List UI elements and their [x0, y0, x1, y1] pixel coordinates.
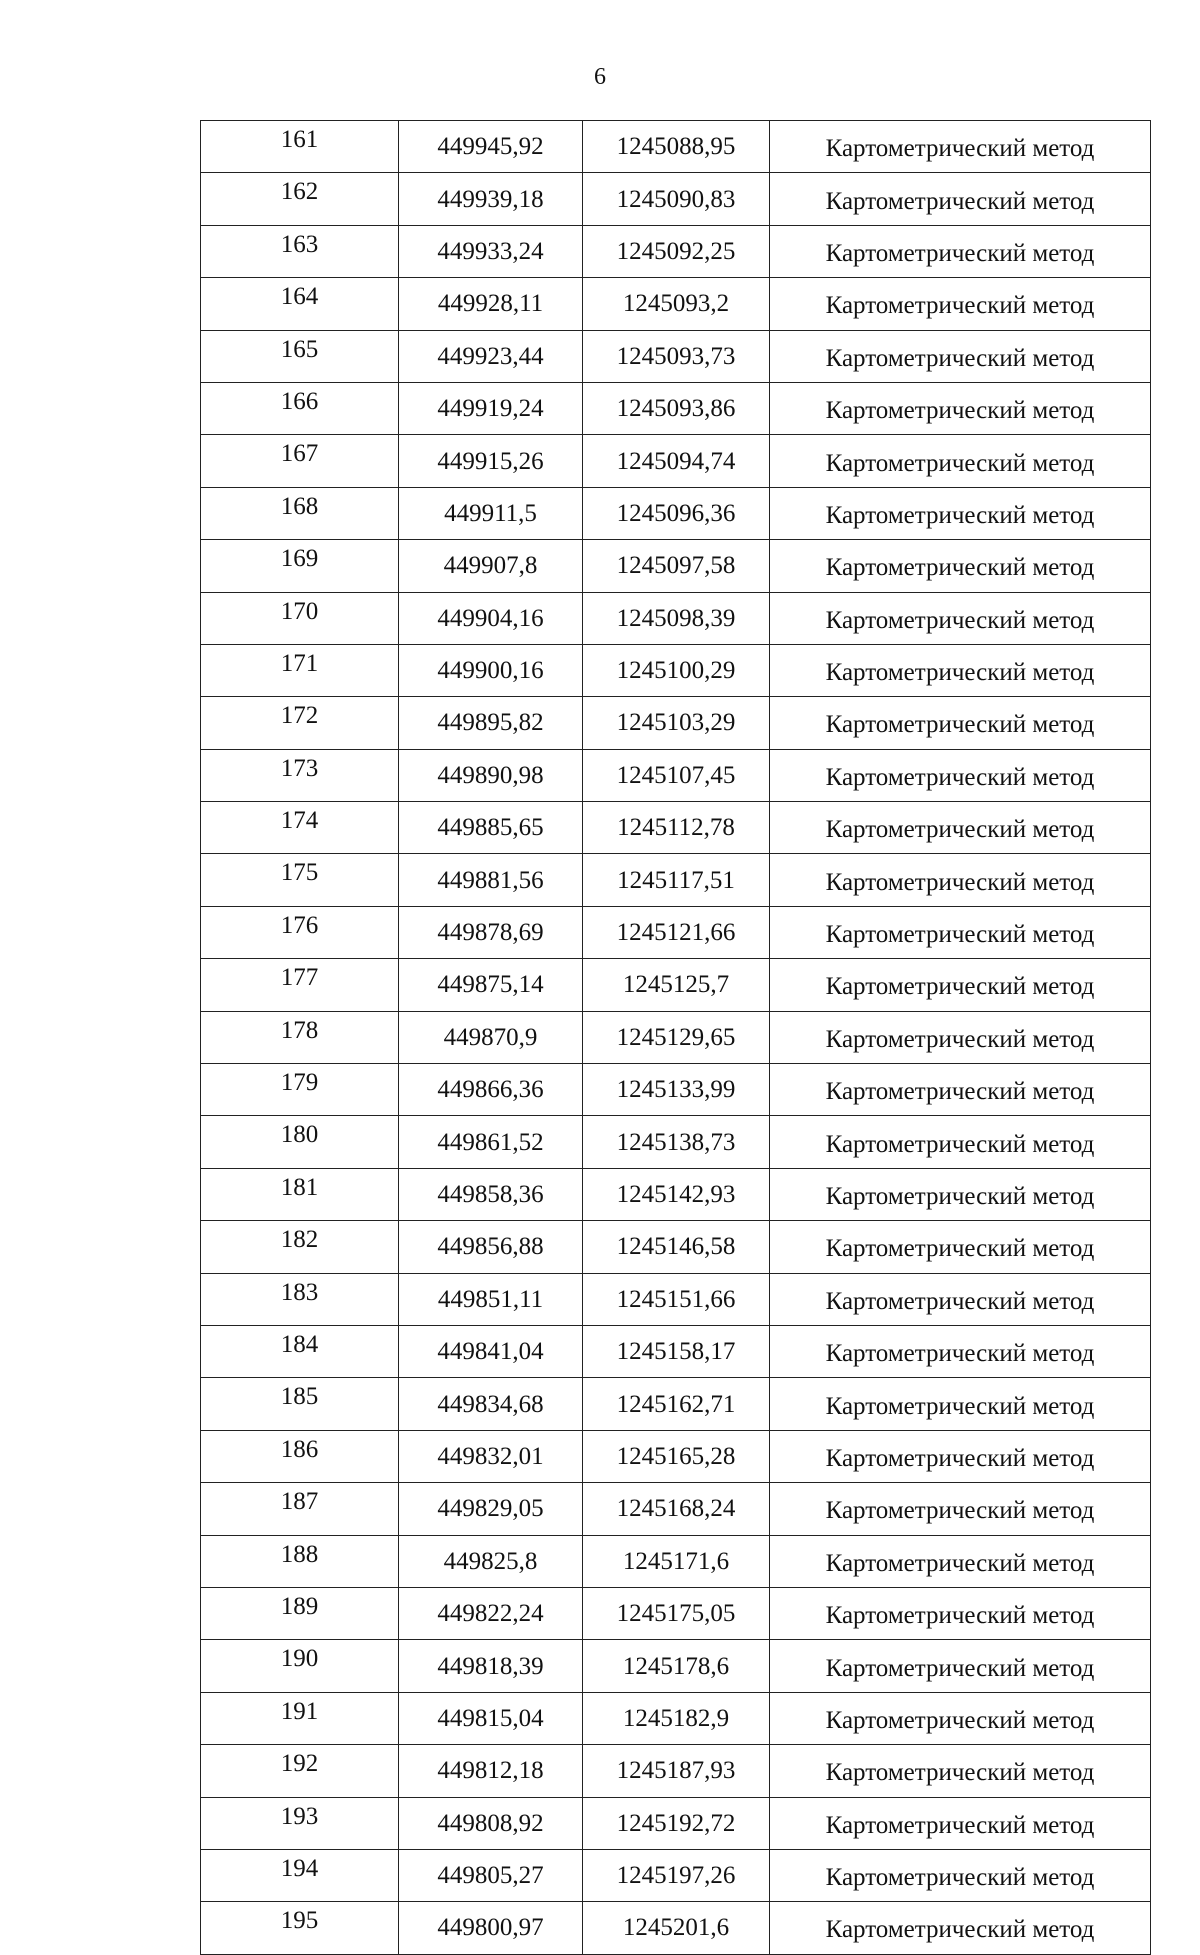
method-cell: Картометрический метод — [770, 697, 1151, 749]
point-number-cell: 171 — [201, 644, 399, 696]
table-row — [201, 278, 1151, 330]
point-number-cell: 190 — [201, 1640, 399, 1692]
point-number-cell: 162 — [201, 173, 399, 225]
y-coordinate-cell: 1245117,51 — [583, 854, 770, 906]
method-cell: Картометрический метод — [770, 1902, 1151, 1954]
table-row — [201, 644, 1151, 696]
table-row — [201, 1325, 1151, 1377]
y-coordinate-cell: 1245100,29 — [583, 644, 770, 696]
method-cell: Картометрический метод — [770, 854, 1151, 906]
x-coordinate-cell: 449822,24 — [399, 1587, 583, 1639]
y-coordinate-cell: 1245093,2 — [583, 278, 770, 330]
method-cell: Картометрический метод — [770, 1325, 1151, 1377]
point-number-cell: 166 — [201, 382, 399, 434]
method-cell: Картометрический метод — [770, 644, 1151, 696]
y-coordinate-cell: 1245088,95 — [583, 121, 770, 173]
point-number-cell: 179 — [201, 1064, 399, 1116]
table-row — [201, 173, 1151, 225]
x-coordinate-cell: 449933,24 — [399, 225, 583, 277]
x-coordinate-cell: 449919,24 — [399, 382, 583, 434]
x-coordinate-cell: 449911,5 — [399, 487, 583, 539]
y-coordinate-cell: 1245093,86 — [583, 382, 770, 434]
x-coordinate-cell: 449812,18 — [399, 1745, 583, 1797]
point-number-cell: 188 — [201, 1535, 399, 1587]
y-coordinate-cell: 1245094,74 — [583, 435, 770, 487]
x-coordinate-cell: 449904,16 — [399, 592, 583, 644]
point-number-cell: 174 — [201, 802, 399, 854]
method-cell: Картометрический метод — [770, 487, 1151, 539]
table-row — [201, 1273, 1151, 1325]
coordinates-table — [200, 120, 1151, 1955]
point-number-cell: 181 — [201, 1168, 399, 1220]
method-cell: Картометрический метод — [770, 1273, 1151, 1325]
y-coordinate-cell: 1245146,58 — [583, 1221, 770, 1273]
method-cell: Картометрический метод — [770, 906, 1151, 958]
x-coordinate-cell: 449825,8 — [399, 1535, 583, 1587]
y-coordinate-cell: 1245107,45 — [583, 749, 770, 801]
point-number-cell: 175 — [201, 854, 399, 906]
y-coordinate-cell: 1245112,78 — [583, 802, 770, 854]
table-row — [201, 1116, 1151, 1168]
table-row — [201, 697, 1151, 749]
point-number-cell: 194 — [201, 1849, 399, 1901]
method-cell: Картометрический метод — [770, 1535, 1151, 1587]
point-number-cell: 193 — [201, 1797, 399, 1849]
y-coordinate-cell: 1245168,24 — [583, 1483, 770, 1535]
y-coordinate-cell: 1245090,83 — [583, 173, 770, 225]
x-coordinate-cell: 449832,01 — [399, 1430, 583, 1482]
point-number-cell: 187 — [201, 1483, 399, 1535]
table-row — [201, 854, 1151, 906]
x-coordinate-cell: 449805,27 — [399, 1849, 583, 1901]
table-row — [201, 225, 1151, 277]
point-number-cell: 184 — [201, 1325, 399, 1377]
method-cell: Картометрический метод — [770, 225, 1151, 277]
table-row — [201, 906, 1151, 958]
method-cell: Картометрический метод — [770, 435, 1151, 487]
x-coordinate-cell: 449870,9 — [399, 1011, 583, 1063]
point-number-cell: 178 — [201, 1011, 399, 1063]
method-cell: Картометрический метод — [770, 802, 1151, 854]
table-row — [201, 121, 1151, 173]
table-row — [201, 382, 1151, 434]
point-number-cell: 191 — [201, 1692, 399, 1744]
y-coordinate-cell: 1245165,28 — [583, 1430, 770, 1482]
y-coordinate-cell: 1245178,6 — [583, 1640, 770, 1692]
y-coordinate-cell: 1245182,9 — [583, 1692, 770, 1744]
table-row — [201, 1221, 1151, 1273]
point-number-cell: 186 — [201, 1430, 399, 1482]
x-coordinate-cell: 449890,98 — [399, 749, 583, 801]
point-number-cell: 189 — [201, 1587, 399, 1639]
point-number-cell: 185 — [201, 1378, 399, 1430]
table-row — [201, 1902, 1151, 1954]
method-cell: Картометрический метод — [770, 1745, 1151, 1797]
x-coordinate-cell: 449928,11 — [399, 278, 583, 330]
point-number-cell: 164 — [201, 278, 399, 330]
method-cell: Картометрический метод — [770, 1797, 1151, 1849]
point-number-cell: 192 — [201, 1745, 399, 1797]
x-coordinate-cell: 449895,82 — [399, 697, 583, 749]
table-row — [201, 1745, 1151, 1797]
table-row — [201, 1692, 1151, 1744]
x-coordinate-cell: 449907,8 — [399, 540, 583, 592]
table-row — [201, 540, 1151, 592]
y-coordinate-cell: 1245171,6 — [583, 1535, 770, 1587]
method-cell: Картометрический метод — [770, 121, 1151, 173]
table-row — [201, 749, 1151, 801]
method-cell: Картометрический метод — [770, 1168, 1151, 1220]
y-coordinate-cell: 1245158,17 — [583, 1325, 770, 1377]
x-coordinate-cell: 449856,88 — [399, 1221, 583, 1273]
method-cell: Картометрический метод — [770, 959, 1151, 1011]
table-row — [201, 1640, 1151, 1692]
x-coordinate-cell: 449808,92 — [399, 1797, 583, 1849]
method-cell: Картометрический метод — [770, 1483, 1151, 1535]
table-row — [201, 959, 1151, 1011]
page-number: 6 — [594, 64, 606, 90]
x-coordinate-cell: 449881,56 — [399, 854, 583, 906]
method-cell: Картометрический метод — [770, 1640, 1151, 1692]
x-coordinate-cell: 449861,52 — [399, 1116, 583, 1168]
method-cell: Картометрический метод — [770, 1849, 1151, 1901]
point-number-cell: 180 — [201, 1116, 399, 1168]
table-row — [201, 1011, 1151, 1063]
x-coordinate-cell: 449818,39 — [399, 1640, 583, 1692]
x-coordinate-cell: 449878,69 — [399, 906, 583, 958]
point-number-cell: 173 — [201, 749, 399, 801]
table-row — [201, 1535, 1151, 1587]
x-coordinate-cell: 449866,36 — [399, 1064, 583, 1116]
table-row — [201, 1064, 1151, 1116]
point-number-cell: 172 — [201, 697, 399, 749]
table-row — [201, 592, 1151, 644]
method-cell: Картометрический метод — [770, 173, 1151, 225]
y-coordinate-cell: 1245138,73 — [583, 1116, 770, 1168]
table-row — [201, 802, 1151, 854]
x-coordinate-cell: 449851,11 — [399, 1273, 583, 1325]
method-cell: Картометрический метод — [770, 278, 1151, 330]
y-coordinate-cell: 1245121,66 — [583, 906, 770, 958]
method-cell: Картометрический метод — [770, 1011, 1151, 1063]
method-cell: Картометрический метод — [770, 1587, 1151, 1639]
table-row — [201, 1378, 1151, 1430]
y-coordinate-cell: 1245142,93 — [583, 1168, 770, 1220]
x-coordinate-cell: 449829,05 — [399, 1483, 583, 1535]
x-coordinate-cell: 449885,65 — [399, 802, 583, 854]
point-number-cell: 167 — [201, 435, 399, 487]
point-number-cell: 177 — [201, 959, 399, 1011]
y-coordinate-cell: 1245103,29 — [583, 697, 770, 749]
y-coordinate-cell: 1245187,93 — [583, 1745, 770, 1797]
point-number-cell: 169 — [201, 540, 399, 592]
x-coordinate-cell: 449900,16 — [399, 644, 583, 696]
y-coordinate-cell: 1245093,73 — [583, 330, 770, 382]
table-row — [201, 435, 1151, 487]
method-cell: Картометрический метод — [770, 1378, 1151, 1430]
method-cell: Картометрический метод — [770, 382, 1151, 434]
y-coordinate-cell: 1245162,71 — [583, 1378, 770, 1430]
point-number-cell: 176 — [201, 906, 399, 958]
y-coordinate-cell: 1245098,39 — [583, 592, 770, 644]
y-coordinate-cell: 1245175,05 — [583, 1587, 770, 1639]
y-coordinate-cell: 1245133,99 — [583, 1064, 770, 1116]
x-coordinate-cell: 449915,26 — [399, 435, 583, 487]
method-cell: Картометрический метод — [770, 1430, 1151, 1482]
point-number-cell: 182 — [201, 1221, 399, 1273]
method-cell: Картометрический метод — [770, 1221, 1151, 1273]
method-cell: Картометрический метод — [770, 1692, 1151, 1744]
y-coordinate-cell: 1245201,6 — [583, 1902, 770, 1954]
table-row — [201, 1168, 1151, 1220]
point-number-cell: 195 — [201, 1902, 399, 1954]
method-cell: Картометрический метод — [770, 749, 1151, 801]
method-cell: Картометрический метод — [770, 1116, 1151, 1168]
x-coordinate-cell: 449800,97 — [399, 1902, 583, 1954]
y-coordinate-cell: 1245097,58 — [583, 540, 770, 592]
x-coordinate-cell: 449945,92 — [399, 121, 583, 173]
x-coordinate-cell: 449939,18 — [399, 173, 583, 225]
point-number-cell: 183 — [201, 1273, 399, 1325]
x-coordinate-cell: 449875,14 — [399, 959, 583, 1011]
x-coordinate-cell: 449834,68 — [399, 1378, 583, 1430]
table-row — [201, 1430, 1151, 1482]
method-cell: Картометрический метод — [770, 540, 1151, 592]
y-coordinate-cell: 1245096,36 — [583, 487, 770, 539]
x-coordinate-cell: 449923,44 — [399, 330, 583, 382]
point-number-cell: 170 — [201, 592, 399, 644]
table-row — [201, 1797, 1151, 1849]
x-coordinate-cell: 449858,36 — [399, 1168, 583, 1220]
y-coordinate-cell: 1245197,26 — [583, 1849, 770, 1901]
method-cell: Картометрический метод — [770, 1064, 1151, 1116]
y-coordinate-cell: 1245092,25 — [583, 225, 770, 277]
y-coordinate-cell: 1245125,7 — [583, 959, 770, 1011]
y-coordinate-cell: 1245129,65 — [583, 1011, 770, 1063]
x-coordinate-cell: 449841,04 — [399, 1325, 583, 1377]
method-cell: Картометрический метод — [770, 330, 1151, 382]
table-row — [201, 1849, 1151, 1901]
method-cell: Картометрический метод — [770, 592, 1151, 644]
table-row — [201, 330, 1151, 382]
table-row — [201, 1587, 1151, 1639]
x-coordinate-cell: 449815,04 — [399, 1692, 583, 1744]
y-coordinate-cell: 1245192,72 — [583, 1797, 770, 1849]
table-row — [201, 1483, 1151, 1535]
table-row — [201, 487, 1151, 539]
point-number-cell: 168 — [201, 487, 399, 539]
point-number-cell: 163 — [201, 225, 399, 277]
point-number-cell: 165 — [201, 330, 399, 382]
point-number-cell: 161 — [201, 121, 399, 173]
coordinates-table-body — [201, 121, 1151, 1955]
y-coordinate-cell: 1245151,66 — [583, 1273, 770, 1325]
